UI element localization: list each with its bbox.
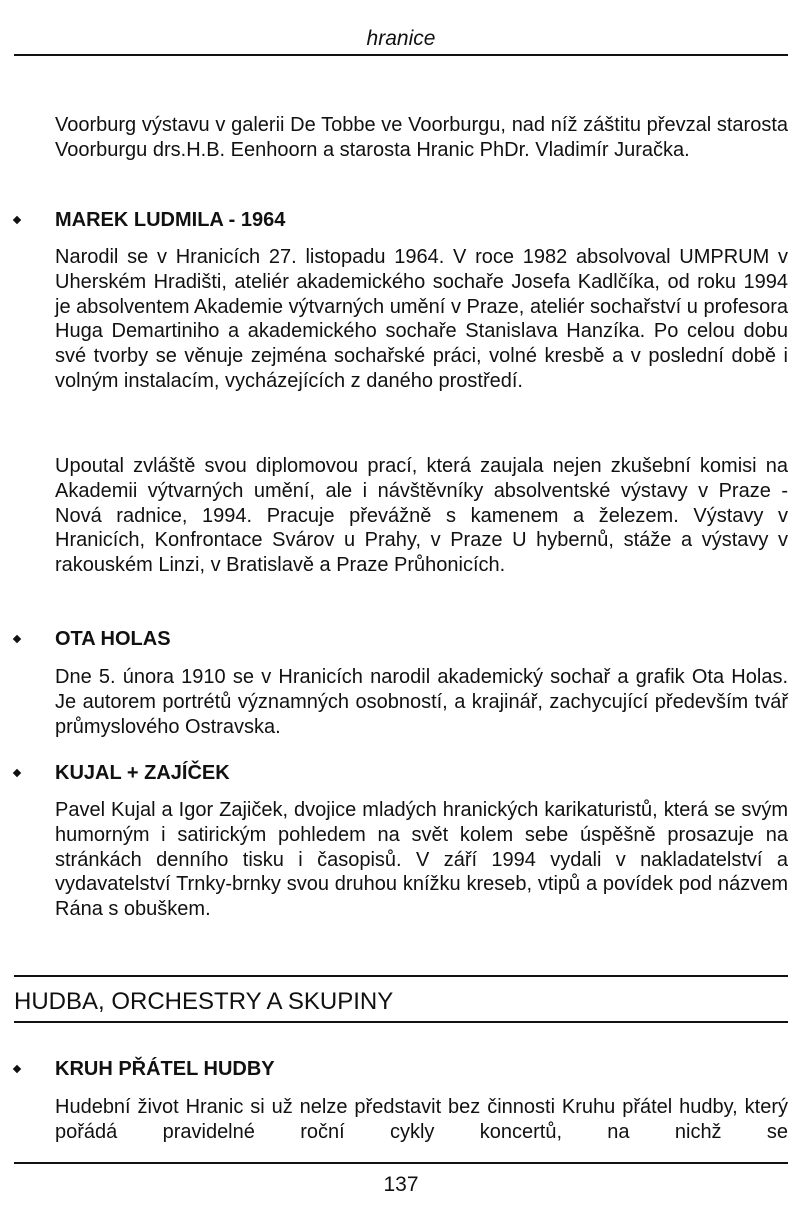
intro-paragraph: Voorburg výstavu v galerii De Tobbe ve Voorburgu, nad níž záštitu převzal starosta Voorburgu drs.H.B. Eenhoorn a starosta Hranic PhDr. Vladimír Juračka. [55, 114, 788, 161]
header-rule [14, 54, 788, 56]
paragraph: Narodil se v Hranicích 27. listopadu 1964. V roce 1982 absolvoval UMPRUM v Uherském Hradišti, ateliér akademického sochaře Josefa Kadlčíka, od roku 1994 je absolventem Akademie výtvarných umění v Praze, ateliér sochařství u profesora Huga Demartiniho a akademického sochaře Stanislava Hanzíka. Po celou dobu své tvorby se věnuje zejména sochařské práci, volné kresbě a v poslední době i volným instalacím, vycházejících z daného prostředí. [55, 246, 788, 392]
paragraph: Hudební život Hranic si už nelze představit bez činnosti Kruhu přátel hudby, který pořádá pravidelné roční cykly koncertů, na nichž se [55, 1096, 788, 1143]
diamond-bullet-icon [13, 216, 21, 224]
paragraph: Upoutal zvláště svou diplomovou prací, která zaujala nejen zkušební komisi na Akademii výtvarných umění, ale i návštěvníky absolventské výstavy v Praze - Nová radnice, 1994. Pracuje převážně s kamenem a železem. Výstavy v Hranicích, Konfrontace Svárov u Prahy, v Praze U hybernů, stáže a výstavy v rakouském Linzi, v Bratislavě a Praze Průhonicích. [55, 455, 788, 577]
diamond-bullet-icon [13, 635, 21, 643]
section-rule-bottom [14, 1021, 788, 1023]
entry-body-marek-ludmila-1 [55, 245, 788, 394]
entry-body-kujal-zajicek [55, 798, 788, 922]
paragraph: Pavel Kujal a Igor Zajiček, dvojice mladých hranických karikaturistů, která se svým humorným i satirickým pohledem na svět kolem sebe úspěšně prosazuje na stránkách denního tisku i časopisů. V září 1994 vydali v nakladatelství a vydavatelství Trnky-brnky svou druhou knížku kreseb, vtipů a povídek pod názvem Rána s obuškem. [55, 799, 788, 921]
entry-title: OTA HOLAS [55, 628, 171, 650]
section-title: HUDBA, ORCHESTRY A SKUPINY [14, 988, 394, 1015]
intro-paragraph-block [55, 113, 788, 163]
section-rule-top [14, 975, 788, 977]
diamond-bullet-icon [13, 769, 21, 777]
entry-title: MAREK LUDMILA - 1964 [55, 209, 286, 231]
entry-title: KUJAL + ZAJÍČEK [55, 762, 230, 784]
paragraph: Dne 5. února 1910 se v Hranicích narodil akademický sochař a grafik Ota Holas. Je autorem portrétů významných osobností, a krajinář, zachycující především tvář průmyslového Ostravska. [55, 666, 788, 738]
entry-body-ota-holas [55, 665, 788, 739]
page-number: 137 [383, 1173, 419, 1196]
running-header: hranice [366, 27, 436, 50]
entry-body-marek-ludmila-2 [55, 454, 788, 578]
entry-body-kruh-pratel-hudby [55, 1095, 788, 1145]
entry-title: KRUH PŘÁTEL HUDBY [55, 1058, 275, 1080]
footer-rule [14, 1162, 788, 1164]
diamond-bullet-icon [13, 1065, 21, 1073]
